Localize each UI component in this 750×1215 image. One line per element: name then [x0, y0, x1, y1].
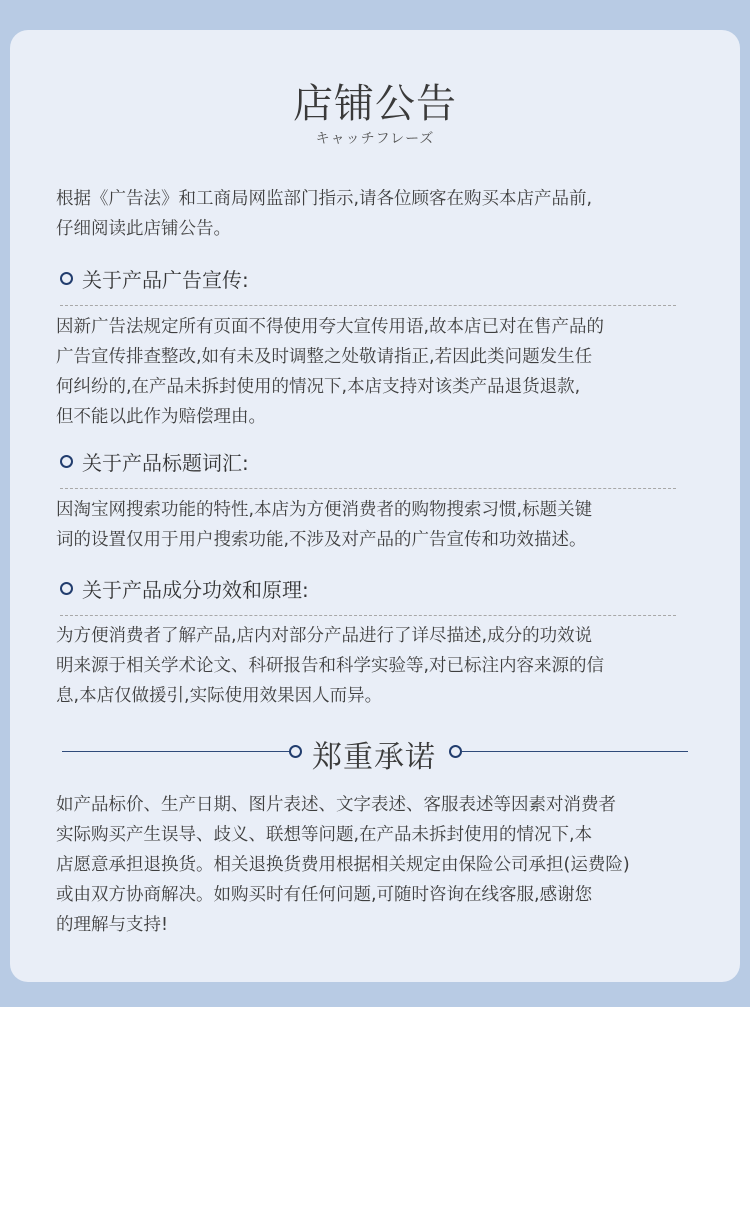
circle-bullet-icon: [60, 582, 73, 595]
page-title: 店铺公告: [293, 81, 457, 127]
section-body-advertising: [56, 312, 696, 432]
section-body-title-words: [56, 495, 696, 555]
promise-divider: [0, 730, 750, 774]
dashed-divider: [60, 488, 676, 489]
body-line: 息,本店仅做援引,实际使用效果因人而异。: [56, 686, 383, 706]
promise-title: 郑重承诺: [312, 740, 436, 775]
intro-paragraph: [56, 184, 696, 244]
circle-bullet-icon: [60, 455, 73, 468]
body-line: 何纠纷的,在产品未拆封使用的情况下,本店支持对该类产品退货退款,: [56, 377, 581, 397]
section-heading-title-words: [60, 446, 249, 476]
page-subtitle: キャッチフレーズ: [315, 131, 435, 147]
body-line: 店愿意承担退换货。相关退换货费用根据相关规定由保险公司承担(运费险): [56, 855, 630, 875]
body-line: 明来源于相关学术论文、科研报告和科学实验等,对已标注内容来源的信: [56, 656, 605, 676]
body-line: 或由双方协商解决。如购买时有任何问题,可随时咨询在线客服,感谢您: [56, 885, 593, 905]
body-line: 的理解与支持!: [56, 915, 169, 935]
body-line: 为方便消费者了解产品,店内对部分产品进行了详尽描述,成分的功效说: [56, 626, 593, 646]
circle-bullet-icon: [449, 745, 462, 758]
body-line: 词的设置仅用于用户搜索功能,不涉及对产品的广告宣传和功效描述。: [56, 530, 587, 550]
promise-body: [56, 790, 696, 940]
circle-bullet-icon: [60, 272, 73, 285]
section-heading-advertising: [60, 263, 249, 293]
body-line: 因淘宝网搜索功能的特性,本店为方便消费者的购物搜索习惯,标题关键: [56, 500, 593, 520]
divider-line-left: [62, 751, 290, 752]
section-heading-label: 关于产品广告宣传:: [82, 267, 249, 292]
section-heading-ingredients: [60, 573, 309, 603]
dashed-divider: [60, 305, 676, 306]
body-line: 因新广告法规定所有页面不得使用夸大宣传用语,故本店已对在售产品的: [56, 317, 605, 337]
section-heading-label: 关于产品成分功效和原理:: [82, 577, 309, 602]
dashed-divider: [60, 615, 676, 616]
intro-line: 仔细阅读此店铺公告。: [56, 219, 231, 239]
body-line: 广告宣传排查整改,如有未及时调整之处敬请指正,若因此类问题发生任: [56, 347, 593, 367]
circle-bullet-icon: [289, 745, 302, 758]
section-heading-label: 关于产品标题词汇:: [82, 450, 249, 475]
body-line: 如产品标价、生产日期、图片表述、文字表述、客服表述等因素对消费者: [56, 795, 616, 815]
body-line: 但不能以此作为赔偿理由。: [56, 407, 266, 427]
divider-line-right: [462, 751, 688, 752]
body-line: 实际购买产生误导、歧义、联想等问题,在产品未拆封使用的情况下,本: [56, 825, 593, 845]
intro-line: 根据《广告法》和工商局网监部门指示,请各位顾客在购买本店产品前,: [56, 189, 593, 209]
section-body-ingredients: [56, 621, 696, 711]
